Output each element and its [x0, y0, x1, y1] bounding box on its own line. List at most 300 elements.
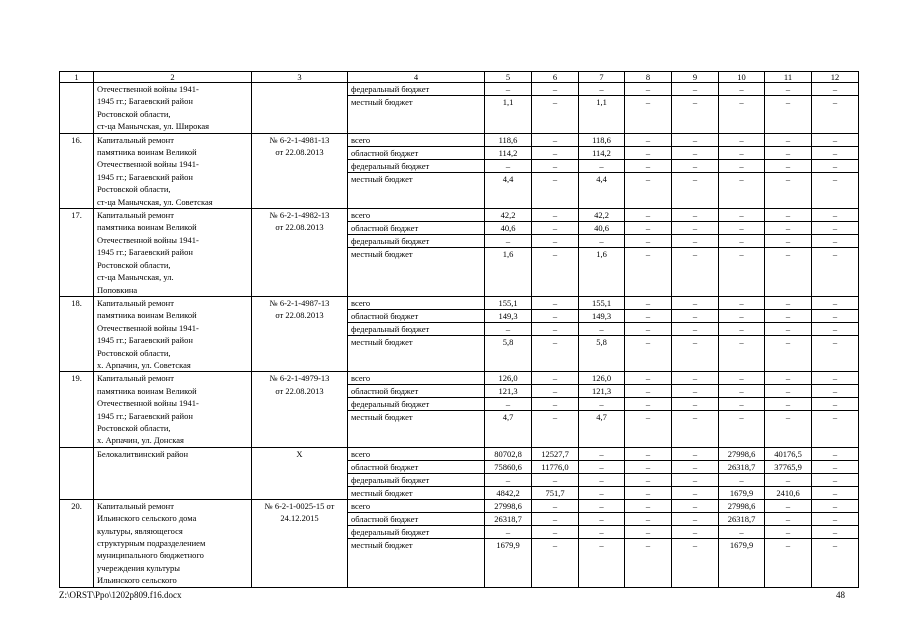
column-number: 7 [579, 72, 625, 83]
value-cell: – [579, 448, 624, 461]
value-cell: – [625, 500, 671, 513]
value-cell: – [532, 309, 578, 322]
row-number: 16. [60, 133, 94, 208]
document-line: от 22.08.2013 [275, 147, 324, 158]
value-cell: – [532, 159, 578, 172]
value-cell: – [765, 500, 811, 513]
value-cell: – [552, 539, 558, 550]
value-cell: – [532, 134, 578, 147]
value-cell: 4,7 [596, 412, 607, 423]
budget-source-label: областной бюджет [348, 309, 484, 322]
value-cell: – [625, 134, 671, 147]
budget-source-label: местный бюджет [351, 336, 413, 347]
value-cell: – [625, 473, 671, 486]
budget-source-label: областной бюджет [348, 385, 484, 398]
budget-source-label: всего [348, 297, 484, 310]
budget-source-label: федеральный бюджет [348, 398, 484, 411]
value-column-5 [485, 209, 532, 297]
value-cell: – [765, 512, 811, 525]
description-line: ст-ца Манычская, ул. [97, 272, 174, 283]
value-cell: – [719, 473, 764, 486]
value-cell: – [812, 322, 858, 335]
description-line: памятника воинам Великой [97, 147, 197, 158]
value-cell: – [765, 398, 811, 411]
budget-source-cell [348, 133, 485, 208]
value-cell: 5,8 [596, 336, 607, 347]
value-column-7 [579, 296, 625, 371]
value-cell: – [785, 336, 791, 347]
value-cell: – [672, 134, 718, 147]
value-cell: – [532, 322, 578, 335]
description-line: Капитальный ремонт [97, 210, 174, 221]
value-cell: – [692, 539, 698, 550]
table-row [60, 296, 859, 371]
value-cell: – [719, 372, 764, 385]
budget-source-cell [348, 372, 485, 447]
value-cell: – [672, 309, 718, 322]
budget-source-label: местный бюджет [351, 487, 413, 498]
value-cell: – [832, 336, 838, 347]
value-cell: 1,6 [502, 249, 514, 260]
value-cell: 80702,8 [485, 448, 531, 461]
column-number: 12 [812, 72, 859, 83]
value-column-6 [532, 133, 579, 208]
value-cell: 12527,7 [532, 448, 578, 461]
description-line: ст-ца Манычская, ул. Широкая [97, 121, 210, 132]
value-cell: – [672, 398, 718, 411]
value-cell: – [532, 398, 578, 411]
description-line: Ростовской области, [97, 184, 171, 195]
value-cell: – [765, 134, 811, 147]
value-cell: – [719, 322, 764, 335]
value-cell: – [485, 398, 531, 411]
value-cell: – [812, 235, 858, 248]
value-cell: 26318,7 [719, 460, 764, 473]
value-cell: – [739, 412, 744, 423]
budget-source-label: местный бюджет [351, 173, 413, 184]
document-line: № 6-2-1-4987-13 [269, 297, 330, 308]
value-cell: 40,6 [485, 222, 531, 235]
value-column-11 [765, 447, 812, 499]
document-reference [252, 447, 348, 499]
value-cell: 27998,6 [719, 500, 764, 513]
value-cell: – [579, 460, 624, 473]
description-line: Отечественной войны 1941- [97, 84, 199, 94]
value-cell: – [765, 222, 811, 235]
value-cell: – [692, 487, 698, 498]
document-line: от 22.08.2013 [275, 310, 324, 321]
document-reference [252, 83, 348, 134]
value-cell: 1679,9 [729, 539, 754, 550]
value-cell: – [672, 235, 718, 248]
budget-source-label: областной бюджет [348, 460, 484, 473]
value-cell: 121,3 [579, 385, 624, 398]
value-cell: – [765, 146, 811, 159]
value-column-7 [579, 499, 625, 587]
value-cell: – [832, 97, 838, 107]
value-cell: – [532, 372, 578, 385]
value-cell: 42,2 [485, 209, 531, 222]
budget-source-label: местный бюджет [351, 97, 413, 107]
value-cell: 1679,9 [729, 487, 754, 498]
value-column-9 [672, 447, 719, 499]
value-column-9 [672, 372, 719, 447]
value-column-10 [719, 209, 765, 297]
value-column-5 [485, 372, 532, 447]
value-cell: 149,3 [485, 309, 531, 322]
value-cell: – [625, 398, 671, 411]
object-description [94, 447, 252, 499]
value-cell: – [765, 473, 811, 486]
value-cell: – [579, 473, 624, 486]
value-cell: 40176,5 [765, 448, 811, 461]
value-cell: 11776,0 [532, 460, 578, 473]
value-cell: – [625, 297, 671, 310]
value-column-12 [812, 499, 859, 587]
value-column-12 [812, 83, 859, 134]
value-cell: 5,8 [502, 336, 514, 347]
value-cell: – [785, 412, 791, 423]
value-cell: 121,3 [485, 385, 531, 398]
description-line: структурным подразделением [97, 538, 206, 548]
description-line: х. Арпачин, ул. Советская [97, 359, 191, 370]
value-cell: 149,3 [579, 309, 624, 322]
description-line: Капитальный ремонт [97, 373, 174, 384]
value-cell: – [485, 525, 531, 538]
description-line: Ростовской области, [97, 422, 171, 433]
value-cell: – [719, 209, 764, 222]
value-cell: 155,1 [579, 297, 624, 310]
document-reference [252, 372, 348, 447]
description-line: Поповкина [97, 284, 138, 295]
column-number: 4 [348, 72, 485, 83]
value-cell: – [739, 249, 744, 260]
value-column-7 [579, 83, 625, 134]
value-cell: – [625, 159, 671, 172]
description-line: Ростовской области, [97, 259, 171, 270]
value-cell: 118,6 [485, 134, 531, 147]
value-column-10 [719, 133, 765, 208]
document-reference [252, 209, 348, 297]
budget-source-cell [348, 209, 485, 297]
value-column-7 [579, 133, 625, 208]
value-cell: – [645, 336, 651, 347]
value-cell: 1679,9 [496, 539, 520, 550]
value-cell: – [785, 173, 791, 184]
value-column-11 [765, 83, 812, 134]
value-cell: – [739, 336, 744, 347]
value-column-12 [812, 296, 859, 371]
value-column-11 [765, 133, 812, 208]
value-cell: – [645, 487, 651, 498]
object-description [94, 209, 252, 297]
value-cell: – [765, 322, 811, 335]
document-reference [252, 499, 348, 587]
value-cell: – [599, 487, 604, 498]
value-cell: – [812, 159, 858, 172]
value-column-8 [625, 499, 672, 587]
value-cell: – [672, 372, 718, 385]
budget-source-label: федеральный бюджет [348, 83, 484, 96]
value-column-7 [579, 447, 625, 499]
row-number: 19. [60, 372, 94, 447]
value-cell: – [645, 412, 651, 423]
value-cell: – [672, 297, 718, 310]
value-column-10 [719, 83, 765, 134]
value-cell: – [645, 173, 651, 184]
footer-file-path: Z:\ORST\Ppo\1202p809.f16.docx [59, 590, 182, 600]
value-column-10 [719, 372, 765, 447]
budget-source-label: местный бюджет [351, 249, 413, 260]
budget-source-label: всего [348, 448, 484, 461]
value-cell: 4,4 [596, 173, 607, 184]
value-cell: – [812, 309, 858, 322]
value-cell: – [739, 173, 744, 184]
value-cell: – [625, 322, 671, 335]
value-cell: 26318,7 [485, 512, 531, 525]
budget-source-cell [348, 83, 485, 134]
column-number: 5 [485, 72, 532, 83]
value-column-6 [532, 296, 579, 371]
value-cell: – [812, 209, 858, 222]
value-cell: – [625, 385, 671, 398]
document-line: № 6-2-1-4979-13 [269, 373, 330, 384]
value-column-9 [672, 499, 719, 587]
budget-source-cell [348, 499, 485, 587]
description-line: 1945 гг.; Багаевский район [97, 247, 193, 258]
description-line: Отечественной войны 1941- [97, 398, 199, 409]
object-description [94, 499, 252, 587]
value-cell: – [625, 448, 671, 461]
value-cell: – [739, 97, 744, 107]
value-cell: – [579, 322, 624, 335]
value-cell: – [625, 83, 671, 96]
value-cell: – [719, 525, 764, 538]
value-column-12 [812, 133, 859, 208]
row-number [60, 83, 94, 134]
document-line: № 6-2-1-0025-15 от [264, 500, 335, 511]
value-cell: – [719, 235, 764, 248]
value-column-5 [485, 447, 532, 499]
budget-source-label: всего [348, 134, 484, 147]
value-cell: – [532, 525, 578, 538]
document-line: № 6-2-1-4982-13 [269, 210, 330, 221]
budget-table [59, 71, 859, 588]
value-cell: 114,2 [579, 146, 624, 159]
description-line: памятника воинам Великой [97, 385, 197, 396]
value-cell: – [812, 512, 858, 525]
value-cell: – [692, 173, 698, 184]
value-cell: – [719, 83, 764, 96]
value-cell: – [579, 159, 624, 172]
value-cell: – [485, 83, 531, 96]
object-description [94, 372, 252, 447]
column-number: 1 [60, 72, 94, 83]
value-column-8 [625, 447, 672, 499]
value-cell: – [812, 134, 858, 147]
value-cell: – [672, 83, 718, 96]
description-line: памятника воинам Великой [97, 310, 197, 321]
description-line: Ильинского сельского дома [97, 513, 197, 524]
value-cell: – [485, 322, 531, 335]
value-column-11 [765, 296, 812, 371]
table-row [60, 83, 859, 134]
value-cell: – [579, 83, 624, 96]
value-cell: – [485, 235, 531, 248]
value-cell: – [672, 146, 718, 159]
value-cell: – [719, 297, 764, 310]
value-cell: 1,1 [596, 97, 607, 107]
value-cell: 27998,6 [719, 448, 764, 461]
value-cell: 42,2 [579, 209, 624, 222]
value-cell: – [552, 97, 558, 107]
value-cell: – [552, 249, 558, 260]
document-reference [252, 133, 348, 208]
value-column-6 [532, 83, 579, 134]
value-cell: – [532, 209, 578, 222]
description-line: Капитальный ремонт [97, 297, 174, 308]
budget-source-label: областной бюджет [348, 222, 484, 235]
description-line: учереждения культуры [97, 562, 180, 573]
value-column-11 [765, 499, 812, 587]
row-number: 18. [60, 296, 94, 371]
value-cell: 4,7 [502, 412, 514, 423]
description-line: муниципального бюджетного [97, 550, 204, 561]
value-cell: – [625, 460, 671, 473]
value-cell: – [719, 309, 764, 322]
budget-source-label: всего [348, 209, 484, 222]
value-cell: – [532, 83, 578, 96]
column-number: 10 [719, 72, 765, 83]
value-cell: – [552, 173, 558, 184]
value-cell: – [625, 209, 671, 222]
value-cell: – [785, 97, 791, 107]
value-cell: – [672, 473, 718, 486]
column-number: 3 [252, 72, 348, 83]
value-cell: – [765, 159, 811, 172]
description-line: Отечественной войны 1941- [97, 322, 199, 333]
budget-source-label: федеральный бюджет [348, 235, 484, 248]
column-number: 11 [765, 72, 812, 83]
description-line: 1945 гг.; Багаевский район [97, 335, 193, 346]
value-cell: – [765, 385, 811, 398]
value-column-9 [672, 133, 719, 208]
value-cell: – [485, 473, 531, 486]
value-cell: 155,1 [485, 297, 531, 310]
value-cell: – [579, 398, 624, 411]
value-cell: 1,6 [596, 249, 607, 260]
value-cell: – [765, 83, 811, 96]
value-cell: – [672, 209, 718, 222]
value-cell: 4842,2 [496, 487, 520, 498]
description-line: памятника воинам Великой [97, 222, 197, 233]
budget-source-label: всего [348, 500, 484, 513]
budget-source-label: федеральный бюджет [348, 322, 484, 335]
value-cell: – [672, 385, 718, 398]
budget-source-label: местный бюджет [351, 412, 413, 423]
document-line: от 22.08.2013 [275, 222, 324, 233]
table-row [60, 447, 859, 499]
value-cell: – [625, 309, 671, 322]
description-line: Белокалитвинский район [97, 448, 189, 459]
value-cell: – [812, 448, 858, 461]
value-cell: – [579, 512, 624, 525]
document-reference [252, 296, 348, 371]
value-cell: – [532, 473, 578, 486]
budget-source-label: областной бюджет [348, 512, 484, 525]
value-cell: – [625, 235, 671, 248]
value-cell: – [672, 525, 718, 538]
value-cell: 27998,6 [485, 500, 531, 513]
value-column-6 [532, 372, 579, 447]
description-line: 1945 гг.; Багаевский район [97, 410, 193, 421]
budget-source-label: местный бюджет [351, 539, 413, 550]
value-column-12 [812, 447, 859, 499]
value-cell: – [832, 539, 838, 550]
value-cell: – [552, 412, 558, 423]
table-row [60, 133, 859, 208]
value-cell: – [579, 235, 624, 248]
value-cell: – [672, 460, 718, 473]
value-cell: 118,6 [579, 134, 624, 147]
value-cell: 37765,9 [765, 460, 811, 473]
value-cell: – [812, 297, 858, 310]
value-column-9 [672, 296, 719, 371]
column-number: 8 [625, 72, 672, 83]
value-column-10 [719, 499, 765, 587]
value-cell: – [672, 500, 718, 513]
value-cell: – [812, 222, 858, 235]
description-line: ст-ца Манычская, ул. Советская [97, 196, 213, 207]
value-cell: – [672, 448, 718, 461]
budget-source-label: областной бюджет [348, 146, 484, 159]
column-number: 9 [672, 72, 719, 83]
column-number: 6 [532, 72, 579, 83]
value-column-5 [485, 499, 532, 587]
value-column-12 [812, 372, 859, 447]
description-line: Ростовской области, [97, 108, 171, 119]
value-cell: – [645, 249, 651, 260]
value-cell: – [832, 412, 838, 423]
value-cell: – [812, 385, 858, 398]
value-column-5 [485, 296, 532, 371]
value-cell: – [532, 222, 578, 235]
header-row [60, 72, 859, 83]
value-cell: – [532, 146, 578, 159]
value-column-10 [719, 296, 765, 371]
value-cell: – [785, 249, 791, 260]
value-column-8 [625, 372, 672, 447]
value-cell: – [812, 473, 858, 486]
row-number [60, 447, 94, 499]
budget-source-label: федеральный бюджет [348, 473, 484, 486]
value-cell: – [812, 525, 858, 538]
description-line: Отечественной войны 1941- [97, 234, 199, 245]
value-cell: – [692, 97, 698, 107]
description-line: 1945 гг.; Багаевский район [97, 171, 193, 182]
value-cell: – [812, 83, 858, 96]
value-cell: – [765, 209, 811, 222]
value-column-8 [625, 209, 672, 297]
value-column-6 [532, 499, 579, 587]
object-description [94, 133, 252, 208]
value-cell: – [692, 336, 698, 347]
value-cell: 114,2 [485, 146, 531, 159]
value-column-5 [485, 83, 532, 134]
value-cell: 1,1 [502, 97, 514, 107]
value-cell: – [812, 500, 858, 513]
value-cell: – [645, 539, 651, 550]
